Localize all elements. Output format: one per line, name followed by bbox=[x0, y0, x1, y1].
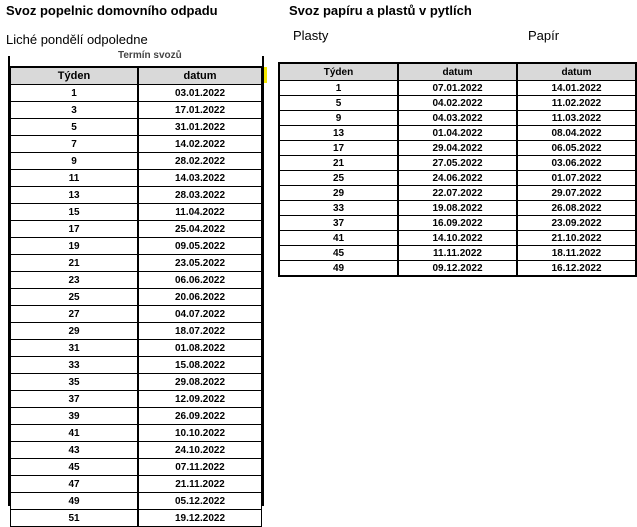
table-cell: 3 bbox=[11, 102, 139, 119]
table-cell: 01.04.2022 bbox=[398, 126, 517, 141]
table-row bbox=[279, 141, 636, 156]
yellow-cell-edge bbox=[264, 67, 267, 83]
label-papir: Papír bbox=[528, 28, 560, 43]
table-row bbox=[11, 272, 262, 289]
cut-text: Termín svozů bbox=[118, 50, 182, 61]
table-row bbox=[11, 476, 262, 493]
left-heading: Svoz popelnic domovního odpadu bbox=[6, 3, 218, 18]
table-cell: 19.12.2022 bbox=[138, 510, 262, 527]
table-cell: 5 bbox=[279, 96, 398, 111]
table-row bbox=[11, 221, 262, 238]
table-cell: 24.10.2022 bbox=[138, 442, 262, 459]
table-cell: 18.07.2022 bbox=[138, 323, 262, 340]
table-cut-edge bbox=[10, 50, 262, 67]
table-cell: 21 bbox=[279, 156, 398, 171]
table-cell: 25 bbox=[11, 289, 139, 306]
table-cell: 45 bbox=[279, 246, 398, 261]
table-row bbox=[11, 136, 262, 153]
table-row bbox=[11, 85, 262, 102]
table-cell: 11.03.2022 bbox=[517, 111, 636, 126]
table-cell: 10.10.2022 bbox=[138, 425, 262, 442]
table-cell: 11 bbox=[11, 170, 139, 187]
column-header-datum-plasty: datum bbox=[398, 63, 517, 81]
table-cell: 28.02.2022 bbox=[138, 153, 262, 170]
table-cell: 29 bbox=[279, 186, 398, 201]
table-cell: 29.07.2022 bbox=[517, 186, 636, 201]
table-cell: 13 bbox=[279, 126, 398, 141]
table-row bbox=[11, 391, 262, 408]
table-cell: 37 bbox=[11, 391, 139, 408]
table-row bbox=[279, 216, 636, 231]
right-heading: Svoz papíru a plastů v pytlích bbox=[289, 3, 472, 18]
table-cell: 41 bbox=[11, 425, 139, 442]
table-row bbox=[279, 171, 636, 186]
table-row bbox=[11, 323, 262, 340]
table-cell: 43 bbox=[11, 442, 139, 459]
table-row bbox=[279, 81, 636, 96]
table-cell: 07.11.2022 bbox=[138, 459, 262, 476]
table-cell: 09.05.2022 bbox=[138, 238, 262, 255]
table-cell: 41 bbox=[279, 231, 398, 246]
table-cell: 22.07.2022 bbox=[398, 186, 517, 201]
table-cell: 03.01.2022 bbox=[138, 85, 262, 102]
table-cell: 15 bbox=[11, 204, 139, 221]
table-cell: 25.04.2022 bbox=[138, 221, 262, 238]
table-row bbox=[11, 289, 262, 306]
table-cell: 11.02.2022 bbox=[517, 96, 636, 111]
table-cell: 9 bbox=[279, 111, 398, 126]
table-row bbox=[11, 102, 262, 119]
table-cell: 37 bbox=[279, 216, 398, 231]
table-row bbox=[279, 201, 636, 216]
table-row bbox=[11, 442, 262, 459]
table-cell: 49 bbox=[11, 493, 139, 510]
table-cell: 17.01.2022 bbox=[138, 102, 262, 119]
table-cell: 45 bbox=[11, 459, 139, 476]
table-cell: 14.10.2022 bbox=[398, 231, 517, 246]
table-cell: 47 bbox=[11, 476, 139, 493]
table-cell: 24.06.2022 bbox=[398, 171, 517, 186]
table-row bbox=[11, 187, 262, 204]
table-cell: 08.04.2022 bbox=[517, 126, 636, 141]
table-row bbox=[11, 238, 262, 255]
table-cell: 12.09.2022 bbox=[138, 391, 262, 408]
table-cell: 01.07.2022 bbox=[517, 171, 636, 186]
table-cell: 31.01.2022 bbox=[138, 119, 262, 136]
table-cell: 14.03.2022 bbox=[138, 170, 262, 187]
table-cell: 23.09.2022 bbox=[517, 216, 636, 231]
table-cell: 13 bbox=[11, 187, 139, 204]
column-header-tyden: Týden bbox=[279, 63, 398, 81]
table-cell: 04.03.2022 bbox=[398, 111, 517, 126]
table-cell: 9 bbox=[11, 153, 139, 170]
right-schedule-table bbox=[278, 62, 637, 277]
table-row bbox=[11, 119, 262, 136]
table-cell: 1 bbox=[11, 85, 139, 102]
table-cell: 23.05.2022 bbox=[138, 255, 262, 272]
table-row bbox=[279, 246, 636, 261]
table-cell: 33 bbox=[11, 357, 139, 374]
column-header-datum-papir: datum bbox=[517, 63, 636, 81]
table-cell: 29.04.2022 bbox=[398, 141, 517, 156]
table-row bbox=[11, 170, 262, 187]
table-cell: 25 bbox=[279, 171, 398, 186]
table-cell: 5 bbox=[11, 119, 139, 136]
table-cell: 49 bbox=[279, 261, 398, 277]
table-row bbox=[279, 231, 636, 246]
table-cell: 39 bbox=[11, 408, 139, 425]
table-row bbox=[11, 340, 262, 357]
table-row bbox=[11, 459, 262, 476]
table-cell: 35 bbox=[11, 374, 139, 391]
table-cell: 27 bbox=[11, 306, 139, 323]
table-cell: 20.06.2022 bbox=[138, 289, 262, 306]
table-cell: 26.09.2022 bbox=[138, 408, 262, 425]
table-row bbox=[279, 96, 636, 111]
table-row bbox=[279, 111, 636, 126]
table-cell: 11.04.2022 bbox=[138, 204, 262, 221]
table-row bbox=[279, 261, 636, 277]
table-cell: 21.11.2022 bbox=[138, 476, 262, 493]
table-cell: 21.10.2022 bbox=[517, 231, 636, 246]
table-cell: 26.08.2022 bbox=[517, 201, 636, 216]
table-row bbox=[11, 425, 262, 442]
table-cell: 21 bbox=[11, 255, 139, 272]
table-cell: 16.12.2022 bbox=[517, 261, 636, 277]
table-cell: 06.06.2022 bbox=[138, 272, 262, 289]
table-cell: 51 bbox=[11, 510, 139, 527]
table-row bbox=[11, 357, 262, 374]
column-header-datum: datum bbox=[138, 68, 262, 85]
table-cell: 29.08.2022 bbox=[138, 374, 262, 391]
table-cell: 1 bbox=[279, 81, 398, 96]
table-cell: 14.01.2022 bbox=[517, 81, 636, 96]
table-row bbox=[11, 153, 262, 170]
table-cell: 11.11.2022 bbox=[398, 246, 517, 261]
table-cell: 17 bbox=[11, 221, 139, 238]
table-row bbox=[11, 408, 262, 425]
left-schedule-table-wrap bbox=[8, 50, 264, 524]
table-header-row bbox=[279, 63, 636, 81]
table-row bbox=[11, 204, 262, 221]
table-row bbox=[279, 156, 636, 171]
table-cell: 29 bbox=[11, 323, 139, 340]
table-cell: 04.02.2022 bbox=[398, 96, 517, 111]
table-row bbox=[279, 186, 636, 201]
table-cell: 19 bbox=[11, 238, 139, 255]
table-row bbox=[11, 510, 262, 527]
left-schedule-table bbox=[10, 67, 262, 527]
table-cell: 7 bbox=[11, 136, 139, 153]
right-schedule-table-wrap bbox=[278, 62, 634, 286]
table-cell: 05.12.2022 bbox=[138, 493, 262, 510]
table-cell: 27.05.2022 bbox=[398, 156, 517, 171]
table-cell: 09.12.2022 bbox=[398, 261, 517, 277]
table-row bbox=[11, 374, 262, 391]
table-cell: 16.09.2022 bbox=[398, 216, 517, 231]
table-row bbox=[279, 126, 636, 141]
table-cell: 19.08.2022 bbox=[398, 201, 517, 216]
table-row bbox=[11, 493, 262, 510]
table-cell: 06.05.2022 bbox=[517, 141, 636, 156]
table-cell: 15.08.2022 bbox=[138, 357, 262, 374]
table-cell: 01.08.2022 bbox=[138, 340, 262, 357]
table-row bbox=[11, 306, 262, 323]
table-row bbox=[11, 255, 262, 272]
table-cell: 28.03.2022 bbox=[138, 187, 262, 204]
table-cell: 18.11.2022 bbox=[517, 246, 636, 261]
table-cell: 07.01.2022 bbox=[398, 81, 517, 96]
label-plasty: Plasty bbox=[293, 28, 329, 43]
table-cell: 04.07.2022 bbox=[138, 306, 262, 323]
column-header-tyden: Týden bbox=[11, 68, 139, 85]
table-cell: 33 bbox=[279, 201, 398, 216]
table-cell: 23 bbox=[11, 272, 139, 289]
table-cell: 14.02.2022 bbox=[138, 136, 262, 153]
table-header-row bbox=[11, 68, 262, 85]
table-cell: 17 bbox=[279, 141, 398, 156]
table-cell: 03.06.2022 bbox=[517, 156, 636, 171]
left-subtitle: Liché pondělí odpoledne bbox=[6, 32, 148, 47]
table-cell: 31 bbox=[11, 340, 139, 357]
